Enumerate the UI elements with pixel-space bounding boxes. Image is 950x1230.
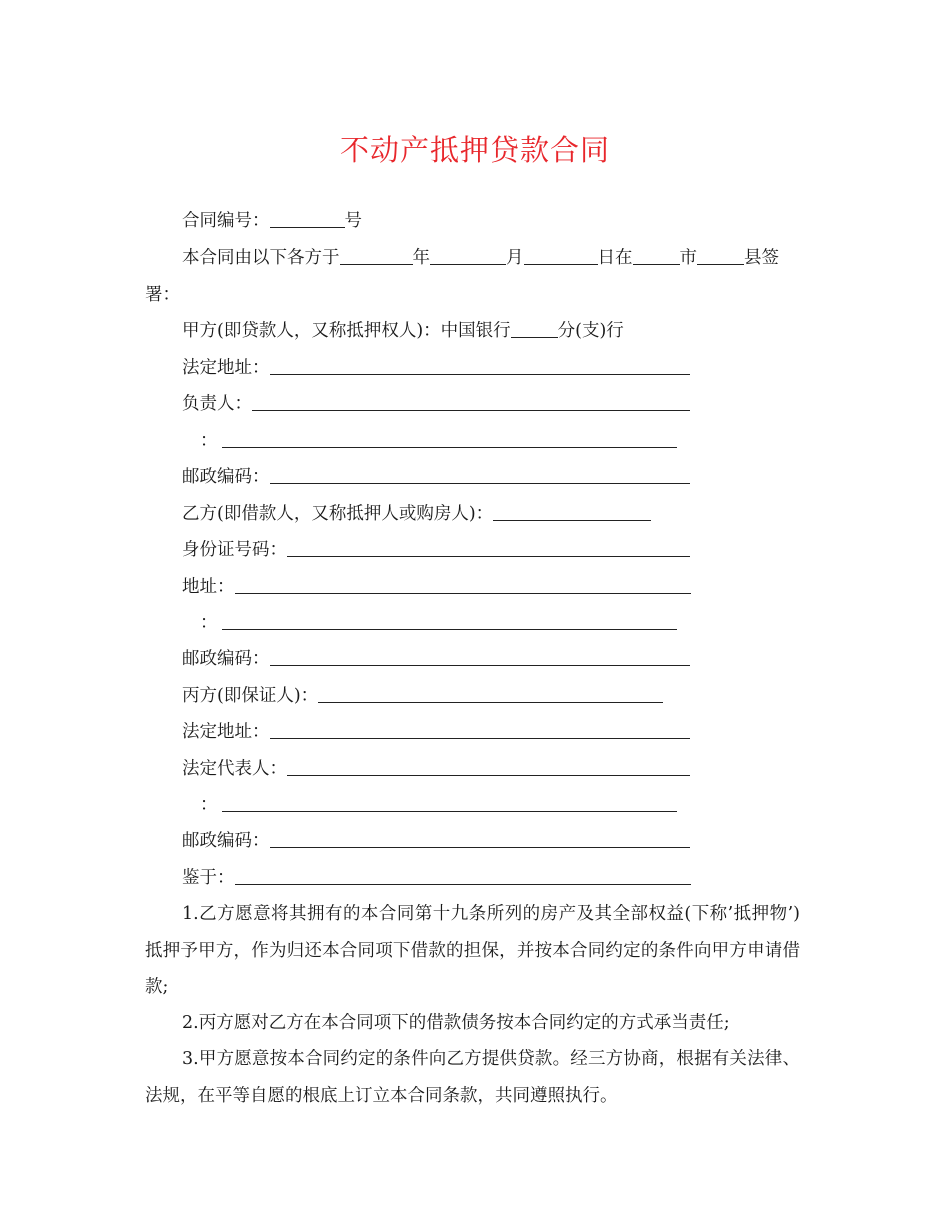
party-b-postcode	[182, 647, 690, 671]
contract-number-label: 合同编号：	[182, 211, 270, 231]
party-c-extra-blank[interactable]	[222, 793, 677, 812]
contract-number-line	[182, 209, 362, 233]
party-b-address	[182, 575, 691, 599]
city-blank[interactable]	[633, 246, 680, 265]
city-label: 市	[679, 248, 697, 268]
party-b-address-blank[interactable]	[235, 575, 691, 594]
party-b-id-label: 身份证号码：	[182, 540, 287, 560]
party-b-extra	[182, 611, 677, 635]
party-b-postcode-blank[interactable]	[270, 647, 690, 666]
signing-intro: 本合同由以下各方于	[182, 248, 340, 268]
party-c-address	[182, 720, 690, 744]
party-c-heading	[182, 684, 663, 708]
signing-line	[182, 246, 779, 270]
party-a-label: 甲方(即贷款人，又称抵押权人)：中国银行	[182, 321, 511, 341]
contract-number-suffix: 号	[344, 211, 362, 231]
day-blank[interactable]	[524, 246, 598, 265]
party-a-address	[182, 356, 690, 380]
party-c-label: 丙方(即保证人)：	[182, 686, 319, 706]
party-c-address-blank[interactable]	[270, 720, 690, 739]
party-b-id-blank[interactable]	[287, 538, 690, 557]
party-b-postcode-label: 邮政编码：	[182, 649, 270, 669]
party-c-rep-label: 法定代表人：	[182, 759, 287, 779]
party-a-address-blank[interactable]	[270, 356, 690, 375]
party-a-heading	[182, 319, 624, 343]
branch-blank[interactable]	[511, 319, 558, 338]
signing-wrap: 署：	[145, 285, 180, 305]
document-title: 不动产抵押贷款合同	[339, 133, 610, 167]
party-a-principal	[182, 392, 690, 416]
party-a-extra-blank[interactable]	[222, 429, 677, 448]
party-c-rep-blank[interactable]	[287, 757, 690, 776]
county-label: 县签	[744, 248, 779, 268]
party-b-extra-colon: ：	[200, 613, 218, 633]
party-b-extra-blank[interactable]	[222, 611, 677, 630]
party-a-extra	[182, 429, 677, 453]
whereas-label: 鉴于：	[182, 868, 235, 888]
day-label: 日在	[597, 248, 633, 268]
branch-suffix: 分(支)行	[557, 321, 624, 341]
party-c-extra	[182, 793, 677, 817]
county-blank[interactable]	[697, 246, 744, 265]
party-a-extra-colon: ：	[200, 431, 218, 451]
party-a-postcode	[182, 465, 690, 489]
clause-3: 3.甲方愿意按本合同约定的条件向乙方提供贷款。经三方协商，根据有关法律、法规，在平等自愿的根底上订立本合同条款，共同遵照执行。	[145, 1049, 800, 1106]
party-b-label: 乙方(即借款人，又称抵押人或购房人)：	[182, 504, 494, 524]
party-b-blank[interactable]	[493, 502, 651, 521]
clause-1: 1.乙方愿意将其拥有的本合同第十九条所列的房产及其全部权益(下称’抵押物’)抵押予甲方，作为归还本合同项下借款的担保，并按本合同约定的条件向甲方申请借款;	[145, 904, 800, 997]
party-a-postcode-blank[interactable]	[270, 465, 690, 484]
party-c-blank[interactable]	[318, 684, 663, 703]
party-a-postcode-label: 邮政编码：	[182, 467, 270, 487]
year-blank[interactable]	[340, 246, 413, 265]
party-b-id	[182, 538, 690, 562]
year-label: 年	[412, 248, 430, 268]
party-b-address-label: 地址：	[182, 577, 235, 597]
party-b-heading	[182, 502, 651, 526]
month-label: 月	[506, 248, 524, 268]
month-blank[interactable]	[430, 246, 506, 265]
party-a-principal-blank[interactable]	[252, 392, 690, 411]
party-c-rep	[182, 757, 690, 781]
contract-number-blank[interactable]	[270, 209, 345, 228]
party-c-postcode-blank[interactable]	[270, 829, 690, 848]
party-c-postcode-label: 邮政编码：	[182, 831, 270, 851]
party-c-address-label: 法定地址：	[182, 722, 270, 742]
whereas-line	[182, 866, 691, 890]
party-c-extra-colon: ：	[200, 795, 218, 815]
whereas-blank[interactable]	[235, 866, 691, 885]
party-a-principal-label: 负责人：	[182, 394, 252, 414]
party-a-address-label: 法定地址：	[182, 358, 270, 378]
party-c-postcode	[182, 829, 690, 853]
clause-2: 2.丙方愿对乙方在本合同项下的借款债务按本合同约定的方式承当责任;	[182, 1013, 730, 1033]
